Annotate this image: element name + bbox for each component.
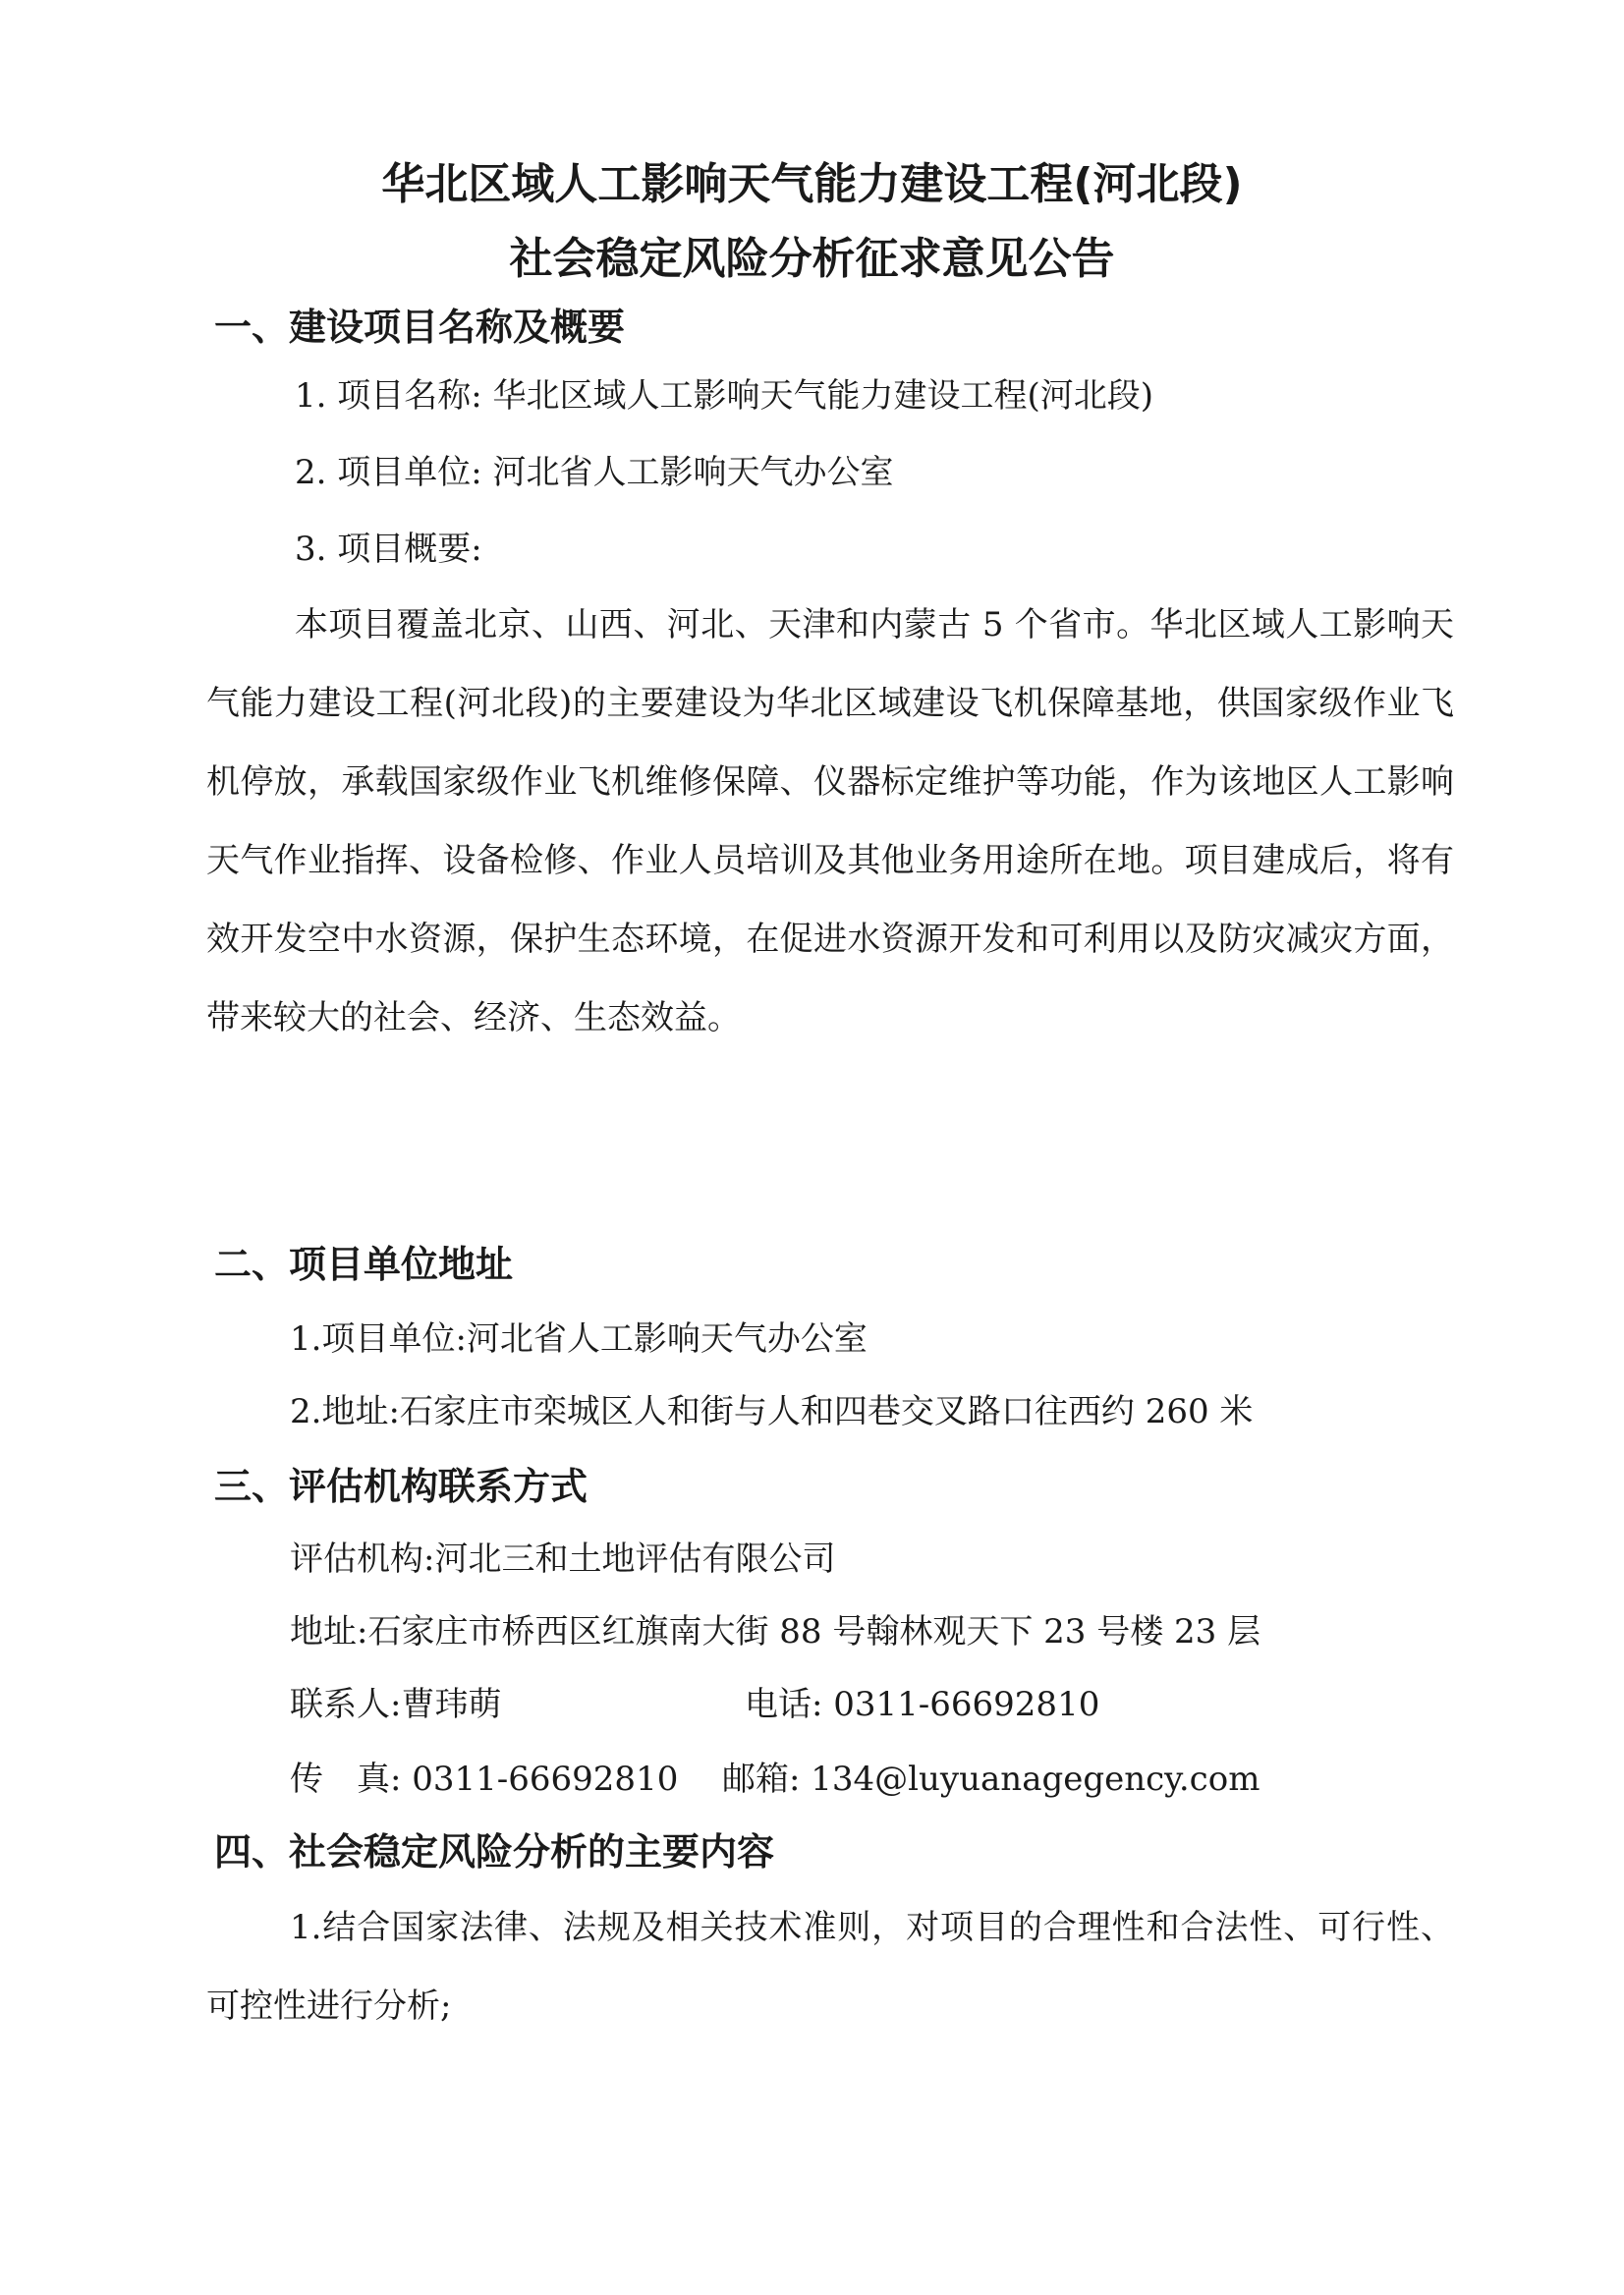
contact-email: 邮箱: 134@luyuanagegency.com — [722, 1760, 1260, 1799]
section-2-item-2: 2.地址:石家庄市栾城区人和街与人和四巷交叉路口往西约 260 米 — [290, 1392, 1254, 1431]
section-1-item-1: 1. 项目名称: 华北区域人工影响天气能力建设工程(河北段) — [295, 376, 1154, 416]
section-4-heading: 四、社会稳定风险分析的主要内容 — [214, 1830, 775, 1874]
section-1-item-2: 2. 项目单位: 河北省人工影响天气办公室 — [295, 453, 894, 492]
contact-fax: 传 真: 0311-66692810 — [290, 1760, 679, 1799]
section-1-item-3: 3. 项目概要: — [295, 530, 482, 569]
section-4-item-1: 1.结合国家法律、法规及相关技术准则，对项目的合理性和合法性、可行性、可控性进行分析; — [206, 1908, 1454, 2026]
document-title-line-2: 社会稳定风险分析征求意见公告 — [509, 234, 1115, 284]
section-3-heading: 三、评估机构联系方式 — [214, 1465, 588, 1508]
agency-address: 地址:石家庄市桥西区红旗南大街 88 号翰林观天下 23 号楼 23 层 — [290, 1612, 1261, 1651]
section-2-heading: 二、项目单位地址 — [214, 1243, 514, 1286]
section-1-heading: 一、建设项目名称及概要 — [214, 306, 626, 349]
document-title-line-1: 华北区域人工影响天气能力建设工程(河北段) — [381, 159, 1243, 209]
agency-name: 评估机构:河北三和土地评估有限公司 — [290, 1539, 836, 1579]
section-2-item-1: 1.项目单位:河北省人工影响天气办公室 — [290, 1319, 868, 1359]
section-1-summary-paragraph: 本项目覆盖北京、山西、河北、天津和内蒙古 5 个省市。华北区域人工影响天气能力建设工程(河北段)的主要建设为华北区域建设飞机保障基地，供国家级作业飞机停放，承载国家级作业飞机维修保障、仪器标定维护等功能，作为该地区人工影响天气作业指挥、设备检修、作业人员培训及其他业务用途所在地。项目建成后，将有效开发空中水资源，保护生态环境，在促进水资源开发和可利用以及防灾减灾方面，带来较大的社会、经济、生态效益。 — [206, 605, 1454, 1037]
contact-phone: 电话: 0311-66692810 — [745, 1685, 1100, 1724]
contact-person: 联系人:曹玮萌 — [290, 1685, 502, 1724]
